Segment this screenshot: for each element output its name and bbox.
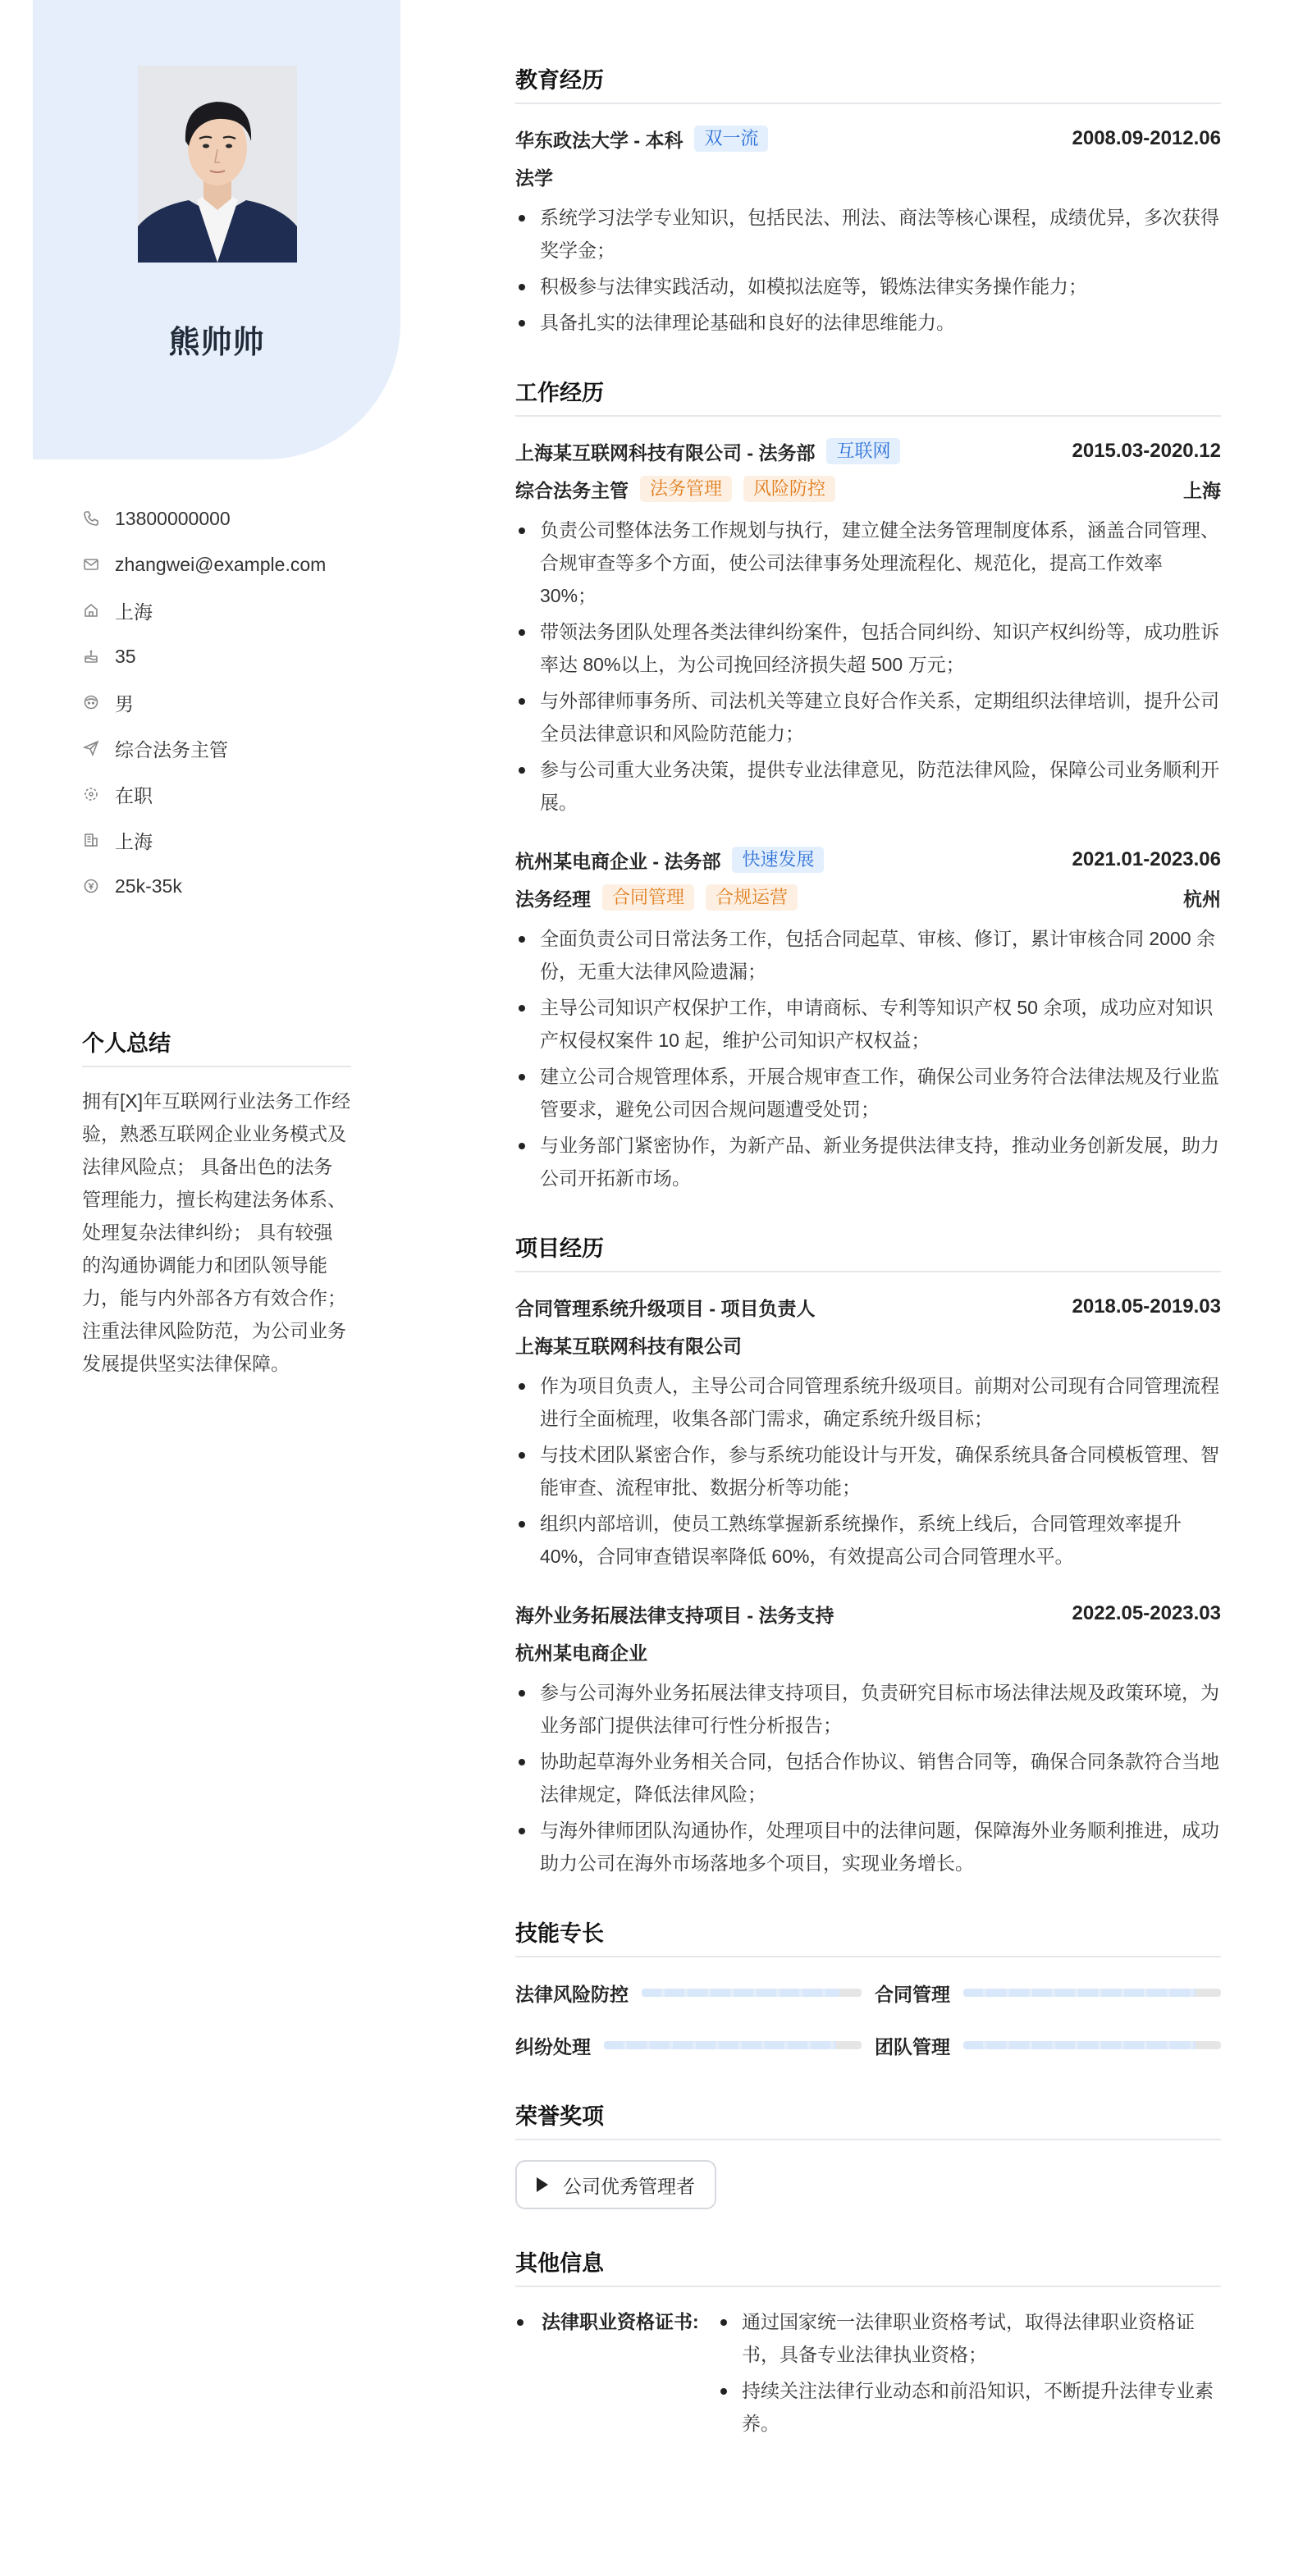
- work-date: 2021.01-2023.06: [1072, 848, 1221, 870]
- contact-phone-text: 13800000000: [115, 507, 231, 529]
- bullet-item: 具备扎实的法律理论基础和良好的法律思维能力。: [515, 306, 1221, 339]
- contact-salary-text: 25k-35k: [115, 875, 182, 897]
- bullet-item: 全面负责公司日常法务工作，包括合同起草、审核、修订，累计审核合同 2000 余份，无重大法律风险遗漏；: [515, 922, 1221, 988]
- other-bullets: [717, 2305, 1221, 2443]
- role-tag: 合规运营: [706, 884, 798, 911]
- bullet-item: 负责公司整体法务工作规划与执行，建立健全法务管理制度体系，涵盖合同管理、合规审查等多个方面，使公司法律事务处理流程化、规范化，提高工作效率 30%；: [515, 514, 1221, 612]
- skill-fill: [963, 2041, 1196, 2049]
- bullet-item: 建立公司合规管理体系，开展合规审查工作，确保公司业务符合法律法规及行业监管要求，避免公司因合规问题遭受处罚；: [515, 1060, 1221, 1126]
- skill-bar: [642, 1989, 862, 1997]
- contact-status-text: 在职: [115, 784, 153, 806]
- status-icon: [82, 785, 100, 803]
- summary-text: 拥有[X]年互联网行业法务工作经验，熟悉互联网企业业务模式及法律风险点； 具备出色的法务管理能力，擅长构建法务体系、处理复杂法律纠纷； 具有较强的沟通协调能力和团队领导能力，能与内外部各方有效合作； 注重法律风险防范，为公司业务发展提供坚实法律保障。: [82, 1090, 351, 1374]
- contact-gender-text: 男: [115, 692, 134, 715]
- skill-bar: [963, 2041, 1221, 2049]
- skill-name: 法律风险防控: [515, 1983, 629, 2005]
- role-tag: 风险防控: [743, 476, 835, 502]
- bullet-item: 系统学习法学专业知识，包括民法、刑法、商法等核心课程，成绩优异，多次获得奖学金；: [515, 201, 1221, 267]
- school-name: 华东政法大学 - 本科: [515, 129, 684, 151]
- education-date: 2008.09-2012.06: [1072, 127, 1221, 149]
- certificate-label: 法律职业资格证书:: [515, 2305, 717, 2443]
- contact-status: [82, 771, 394, 817]
- skill-fill: [963, 1989, 1196, 1997]
- contact-age: [82, 633, 394, 679]
- bullet-item: 与外部律师事务所、司法机关等建立良好合作关系，定期组织法律培训，提升公司全员法律意识和风险防范能力；: [515, 684, 1221, 750]
- role-tag: 法务管理: [640, 476, 732, 502]
- skill-item: [515, 1975, 862, 2010]
- work-date: 2015.03-2020.12: [1072, 440, 1221, 462]
- section-title: 工作经历: [515, 375, 1221, 417]
- contact-position-text: 综合法务主管: [115, 738, 228, 760]
- profile-card: [33, 0, 400, 459]
- contact-location: [82, 587, 394, 633]
- role-tag: 合同管理: [602, 884, 694, 911]
- bullet-item: 协助起草海外业务相关合同，包括合作协议、销售合同等，确保合同条款符合当地法律规定，降低法律风险；: [515, 1745, 1221, 1811]
- bullet-item: 参与公司重大业务决策，提供专业法律意见，防范法律风险，保障公司业务顺利开展。: [515, 753, 1221, 819]
- bullet-item: 通过国家统一法律职业资格考试，取得法律职业资格证书，具备专业法律执业资格；: [717, 2305, 1221, 2371]
- education-bullets: [515, 201, 1221, 339]
- play-icon: [537, 2177, 548, 2192]
- skill-item: [875, 1975, 1221, 2010]
- skill-name: 团队管理: [875, 2035, 950, 2058]
- project-bullets: [515, 1369, 1221, 1573]
- bullet-item: 主导公司知识产权保护工作，申请商标、专利等知识产权 50 余项，成功应对知识产权侵权案件 10 起，维护公司知识产权权益；: [515, 991, 1221, 1057]
- project-name: 合同管理系统升级项目 - 项目负责人: [515, 1297, 816, 1319]
- contact-age-text: 35: [115, 645, 136, 667]
- project-org: 杭州某电商企业: [515, 1642, 647, 1664]
- skill-fill: [642, 1989, 839, 1997]
- contact-phone: [82, 496, 394, 541]
- bullet-item: 与技术团队紧密合作，参与系统功能设计与开发，确保系统具备合同模板管理、智能审查、流程审批、数据分析等功能；: [515, 1438, 1221, 1504]
- project-org: 上海某互联网科技有限公司: [515, 1335, 742, 1357]
- company-name: 杭州某电商企业 - 法务部: [515, 850, 721, 872]
- bullet-item: 组织内部培训，使员工熟练掌握新系统操作，系统上线后，合同管理效率提升 40%，合同审查错误率降低 60%，有效提高公司合同管理水平。: [515, 1507, 1221, 1573]
- avatar-photo: [138, 66, 297, 263]
- section-title: 荣誉奖项: [515, 2099, 1221, 2140]
- skill-item: [875, 2028, 1221, 2062]
- work-city: 上海: [1183, 479, 1221, 501]
- education-section: [515, 62, 1221, 339]
- project-entry: [515, 1290, 1221, 1573]
- cake-icon: [82, 647, 100, 665]
- section-title: 教育经历: [515, 62, 1221, 104]
- bullet-item: 持续关注法律行业动态和前沿知识，不断提升法律专业素养。: [717, 2374, 1221, 2440]
- skill-name: 合同管理: [875, 1983, 950, 2005]
- sidebar: [0, 0, 400, 2576]
- company-line: [515, 438, 900, 465]
- role-line: [515, 884, 798, 911]
- honor-label: 公司优秀管理者: [563, 2175, 695, 2197]
- mail-icon: [82, 555, 100, 573]
- work-city: 杭州: [1183, 888, 1221, 910]
- bullet-item: 与业务部门紧密协作，为新产品、新业务提供法律支持，推动业务创新发展，助力公司开拓新市场。: [515, 1129, 1221, 1194]
- other-row: [515, 2305, 1221, 2443]
- send-icon: [82, 739, 100, 757]
- education-entry: [515, 122, 1221, 339]
- project-date: 2018.05-2019.03: [1072, 1295, 1221, 1318]
- skill-fill: [604, 2041, 836, 2049]
- company-line: [515, 847, 824, 874]
- skills-section: [515, 1916, 1221, 2062]
- contact-email: [82, 541, 394, 587]
- building-icon: [82, 831, 100, 849]
- work-section: [515, 375, 1221, 1194]
- role-title: 综合法务主管: [515, 479, 629, 501]
- bullet-item: 积极参与法律实践活动，如模拟法庭等，锻炼法律实务操作能力；: [515, 270, 1221, 303]
- company-tag: 互联网: [826, 438, 900, 464]
- skill-name: 纠纷处理: [515, 2035, 591, 2058]
- section-title: 技能专长: [515, 1916, 1221, 1957]
- avatar: [138, 66, 297, 263]
- skill-item: [515, 2028, 862, 2062]
- skills-grid: [515, 1975, 1221, 2062]
- phone-icon: [82, 509, 100, 528]
- school-line: [515, 126, 768, 153]
- contact-list: [82, 496, 394, 909]
- contact-email-text: zhangwei@example.com: [115, 553, 327, 575]
- honors-section: [515, 2099, 1221, 2209]
- work-bullets: [515, 514, 1221, 819]
- bullet-item: 作为项目负责人，主导公司合同管理系统升级项目。前期对公司现有合同管理流程进行全面梳理，收集各部门需求，确定系统升级目标；: [515, 1369, 1221, 1435]
- project-name: 海外业务拓展法律支持项目 - 法务支持: [515, 1604, 834, 1626]
- section-title: 项目经历: [515, 1231, 1221, 1272]
- project-date: 2022.05-2023.03: [1072, 1602, 1221, 1624]
- section-title: 其他信息: [515, 2245, 1221, 2287]
- bullet-item: 与海外律师团队沟通协作，处理项目中的法律问题，保障海外业务顺利推进，成功助力公司在海外市场落地多个项目，实现业务增长。: [515, 1814, 1221, 1879]
- contact-location-text: 上海: [115, 601, 153, 623]
- other-section: [515, 2245, 1221, 2443]
- gender-icon: [82, 693, 100, 711]
- role-title: 法务经理: [515, 888, 591, 910]
- skill-bar: [604, 2041, 862, 2049]
- company-name: 上海某互联网科技有限公司 - 法务部: [515, 441, 816, 464]
- project-bullets: [515, 1676, 1221, 1879]
- work-entry: [515, 435, 1221, 819]
- contact-position: [82, 725, 394, 771]
- project-entry: [515, 1597, 1221, 1879]
- role-line: [515, 476, 835, 503]
- skill-bar: [963, 1989, 1221, 1997]
- work-bullets: [515, 922, 1221, 1194]
- summary-title: 个人总结: [82, 1025, 351, 1067]
- school-tag: 双一流: [694, 126, 768, 152]
- projects-section: [515, 1231, 1221, 1879]
- contact-gender: [82, 679, 394, 725]
- home-icon: [82, 601, 100, 619]
- honor-chip[interactable]: [515, 2160, 716, 2209]
- contact-work-city-text: 上海: [115, 830, 153, 852]
- salary-icon: [82, 877, 100, 895]
- bullet-item: 带领法务团队处理各类法律纠纷案件，包括合同纠纷、知识产权纠纷等，成功胜诉率达 80%以上，为公司挽回经济损失超 500 万元；: [515, 615, 1221, 681]
- main-content: [515, 62, 1221, 2479]
- company-tag: 快速发展: [732, 847, 824, 873]
- major: 法学: [515, 167, 553, 189]
- bullet-item: 参与公司海外业务拓展法律支持项目，负责研究目标市场法律法规及政策环境，为业务部门提供法律可行性分析报告；: [515, 1676, 1221, 1742]
- candidate-name: 熊帅帅: [168, 326, 265, 360]
- work-entry: [515, 843, 1221, 1194]
- contact-salary: [82, 863, 394, 909]
- contact-work-city: [82, 817, 394, 863]
